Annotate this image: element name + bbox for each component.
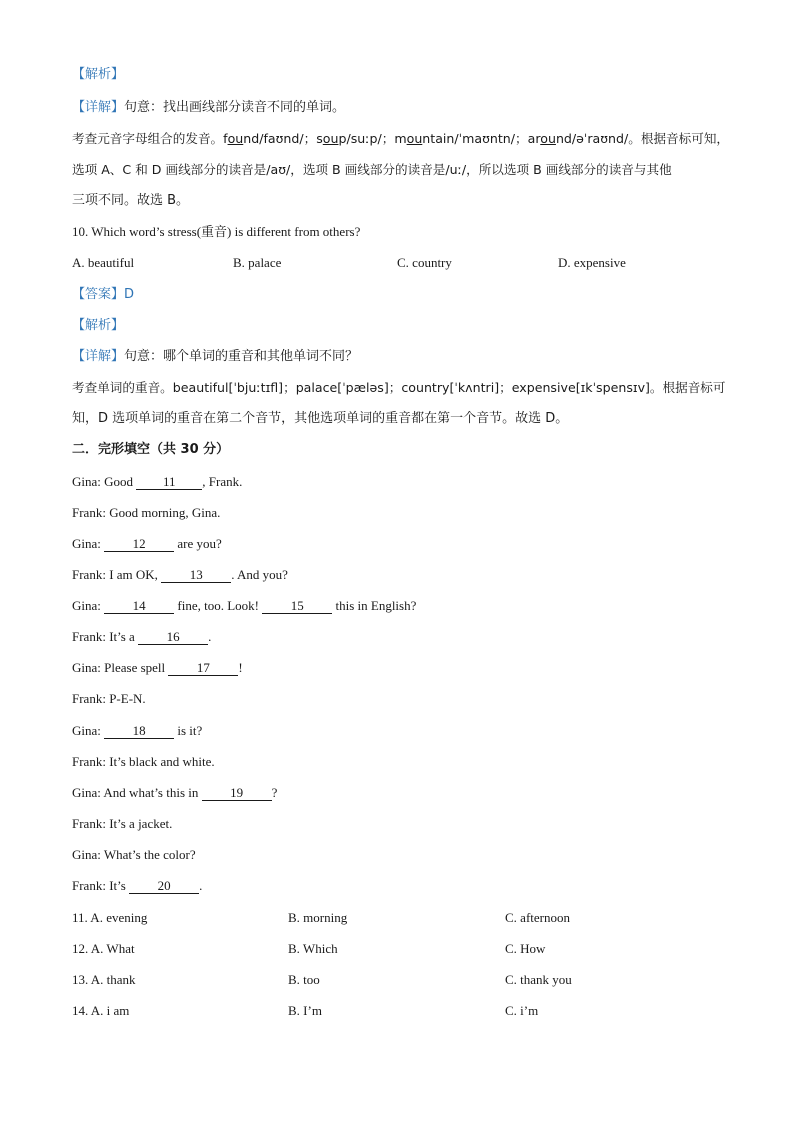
dialogue-text: are you? [174,536,222,551]
blank-11: 11 [136,475,202,490]
q10-detail [72,348,358,366]
blank-17: 17 [168,661,238,676]
dialogue-text: Frank: It’s a jacket. [72,816,173,831]
detail-label-1: 【详解】 [72,100,125,115]
blank-13: 13 [161,568,231,583]
dialogue-text: , Frank. [202,474,243,489]
q10-jiexi-label: 【解析】 [72,318,125,333]
detail-text-1: 句意：找出画线部分读音不同的单词。 [124,100,346,115]
choice-14-b: B. I’m [288,1003,322,1018]
dialogue-text: Gina: Please spell [72,660,169,675]
word-mountain-a: m [394,131,407,146]
section2-heading: 二．完形填空（共 30 分） [72,442,230,457]
q10-detail-label: 【详解】 [72,349,125,364]
explain-line-1 [72,130,729,148]
dialogue-line-5 [72,597,416,615]
dialogue-text: Gina: [72,723,105,738]
dialogue-line-8 [72,690,146,708]
dialogue-line-4 [72,566,288,584]
dialogue-text: . And you? [231,567,288,582]
choice-13-c: C. thank you [505,972,572,987]
dialogue-text: ? [271,785,278,800]
choice-14-c: C. i’m [505,1003,539,1018]
blank-19: 19 [202,786,272,801]
choice-12-b: B. Which [288,941,338,956]
q10-explain-line-2: 知，D 选项单词的重音在第二个音节，其他选项单词的重音都在第一个音节。故选 D。 [72,411,569,426]
choice-14-a: 14. A. i am [72,1003,130,1018]
q10-detail-text: 句意：哪个单词的重音和其他单词不同？ [124,349,359,364]
dialogue-line-14 [72,877,202,895]
explain-line-3: 三项不同。故选 B。 [72,193,190,208]
word-soup-a: s [316,131,323,146]
dialogue-line-7 [72,659,243,677]
word-found-b: nd/faʊnd/； [243,131,317,146]
blank-18: 18 [104,724,174,739]
dialogue-line-10 [72,753,215,771]
dialogue-line-2 [72,504,220,522]
q10-explain-line-1: 考查单词的重音。beautiful[ˈbjuːtɪfl]；palace[ˈpæləs]；country[ˈkʌntri]；expensive[ɪkˈspensɪv]。根据音标可 [72,380,726,395]
detail-paragraph-1 [72,99,345,117]
word-soup-b: p/suːp/； [338,131,395,146]
word-found-a: f [223,131,228,146]
choice-11-b: B. morning [288,910,348,925]
dialogue-text: Gina: Good [72,474,137,489]
dialogue-text: is it? [174,723,203,738]
word-mountain-b: ntain/ˈmaʊntn/； [422,131,528,146]
blank-16: 16 [138,630,208,645]
explain-pre: 考查元音字母组合的发音。 [72,131,224,146]
dialogue-text: ! [238,660,243,675]
q10-stem: 10. Which word’s stress(重音) is different from others? [72,224,361,239]
q10-option-a: A. beautiful [72,255,135,270]
dialogue-text: Frank: It’s [72,878,130,893]
choice-11-c: C. afternoon [505,910,570,925]
dialogue-line-1 [72,473,242,491]
q10-option-b: B. palace [233,255,282,270]
word-found-u: ou [227,131,244,146]
dialogue-text: . [199,878,203,893]
explain-line-2: 选项 A、C 和 D 画线部分的读音是/aʊ/，选项 B 画线部分的读音是/uː/，所以选项 B 画线部分的读音与其他 [72,162,672,177]
dialogue-line-13 [72,846,196,864]
dialogue-text: . [208,629,212,644]
explain-post: 根据音标可知， [640,131,730,146]
choice-12-a: 12. A. What [72,941,135,956]
word-around-u: ou [540,131,556,146]
choice-13-a: 13. A. thank [72,972,136,987]
choice-13-b: B. too [288,972,320,987]
q10-answer: 【答案】D [72,287,135,302]
word-mountain-u: ou [406,131,423,146]
q10-option-d: D. expensive [558,255,626,270]
dialogue-text: Gina: [72,598,105,613]
blank-15: 15 [262,599,332,614]
choice-12-c: C. How [505,941,546,956]
blank-12: 12 [104,537,174,552]
choice-11-a: 11. A. evening [72,910,148,925]
dialogue-text: Frank: It’s a [72,629,139,644]
dialogue-text: Frank: I am OK, [72,567,162,582]
word-soup-u: ou [322,131,339,146]
blank-14: 14 [104,599,174,614]
dialogue-text: this in English? [332,598,417,613]
q10-option-c: C. country [397,255,452,270]
dialogue-text: Frank: P-E-N. [72,691,146,706]
dialogue-line-12 [72,815,172,833]
dialogue-line-3 [72,535,222,553]
dialogue-line-6 [72,628,211,646]
blank-20: 20 [129,879,199,894]
word-around-a: ar [527,131,541,146]
jiexi-label-1: 【解析】 [72,67,125,82]
dialogue-text: Frank: Good morning, Gina. [72,505,221,520]
dialogue-text: Gina: And what’s this in [72,785,202,800]
dialogue-line-9 [72,722,202,740]
dialogue-text: Gina: What’s the color? [72,847,196,862]
dialogue-text: Gina: [72,536,105,551]
word-around-b: nd/əˈraʊnd/。 [555,131,641,146]
dialogue-line-11 [72,784,277,802]
dialogue-text: fine, too. Look! [174,598,263,613]
dialogue-text: Frank: It’s black and white. [72,754,215,769]
